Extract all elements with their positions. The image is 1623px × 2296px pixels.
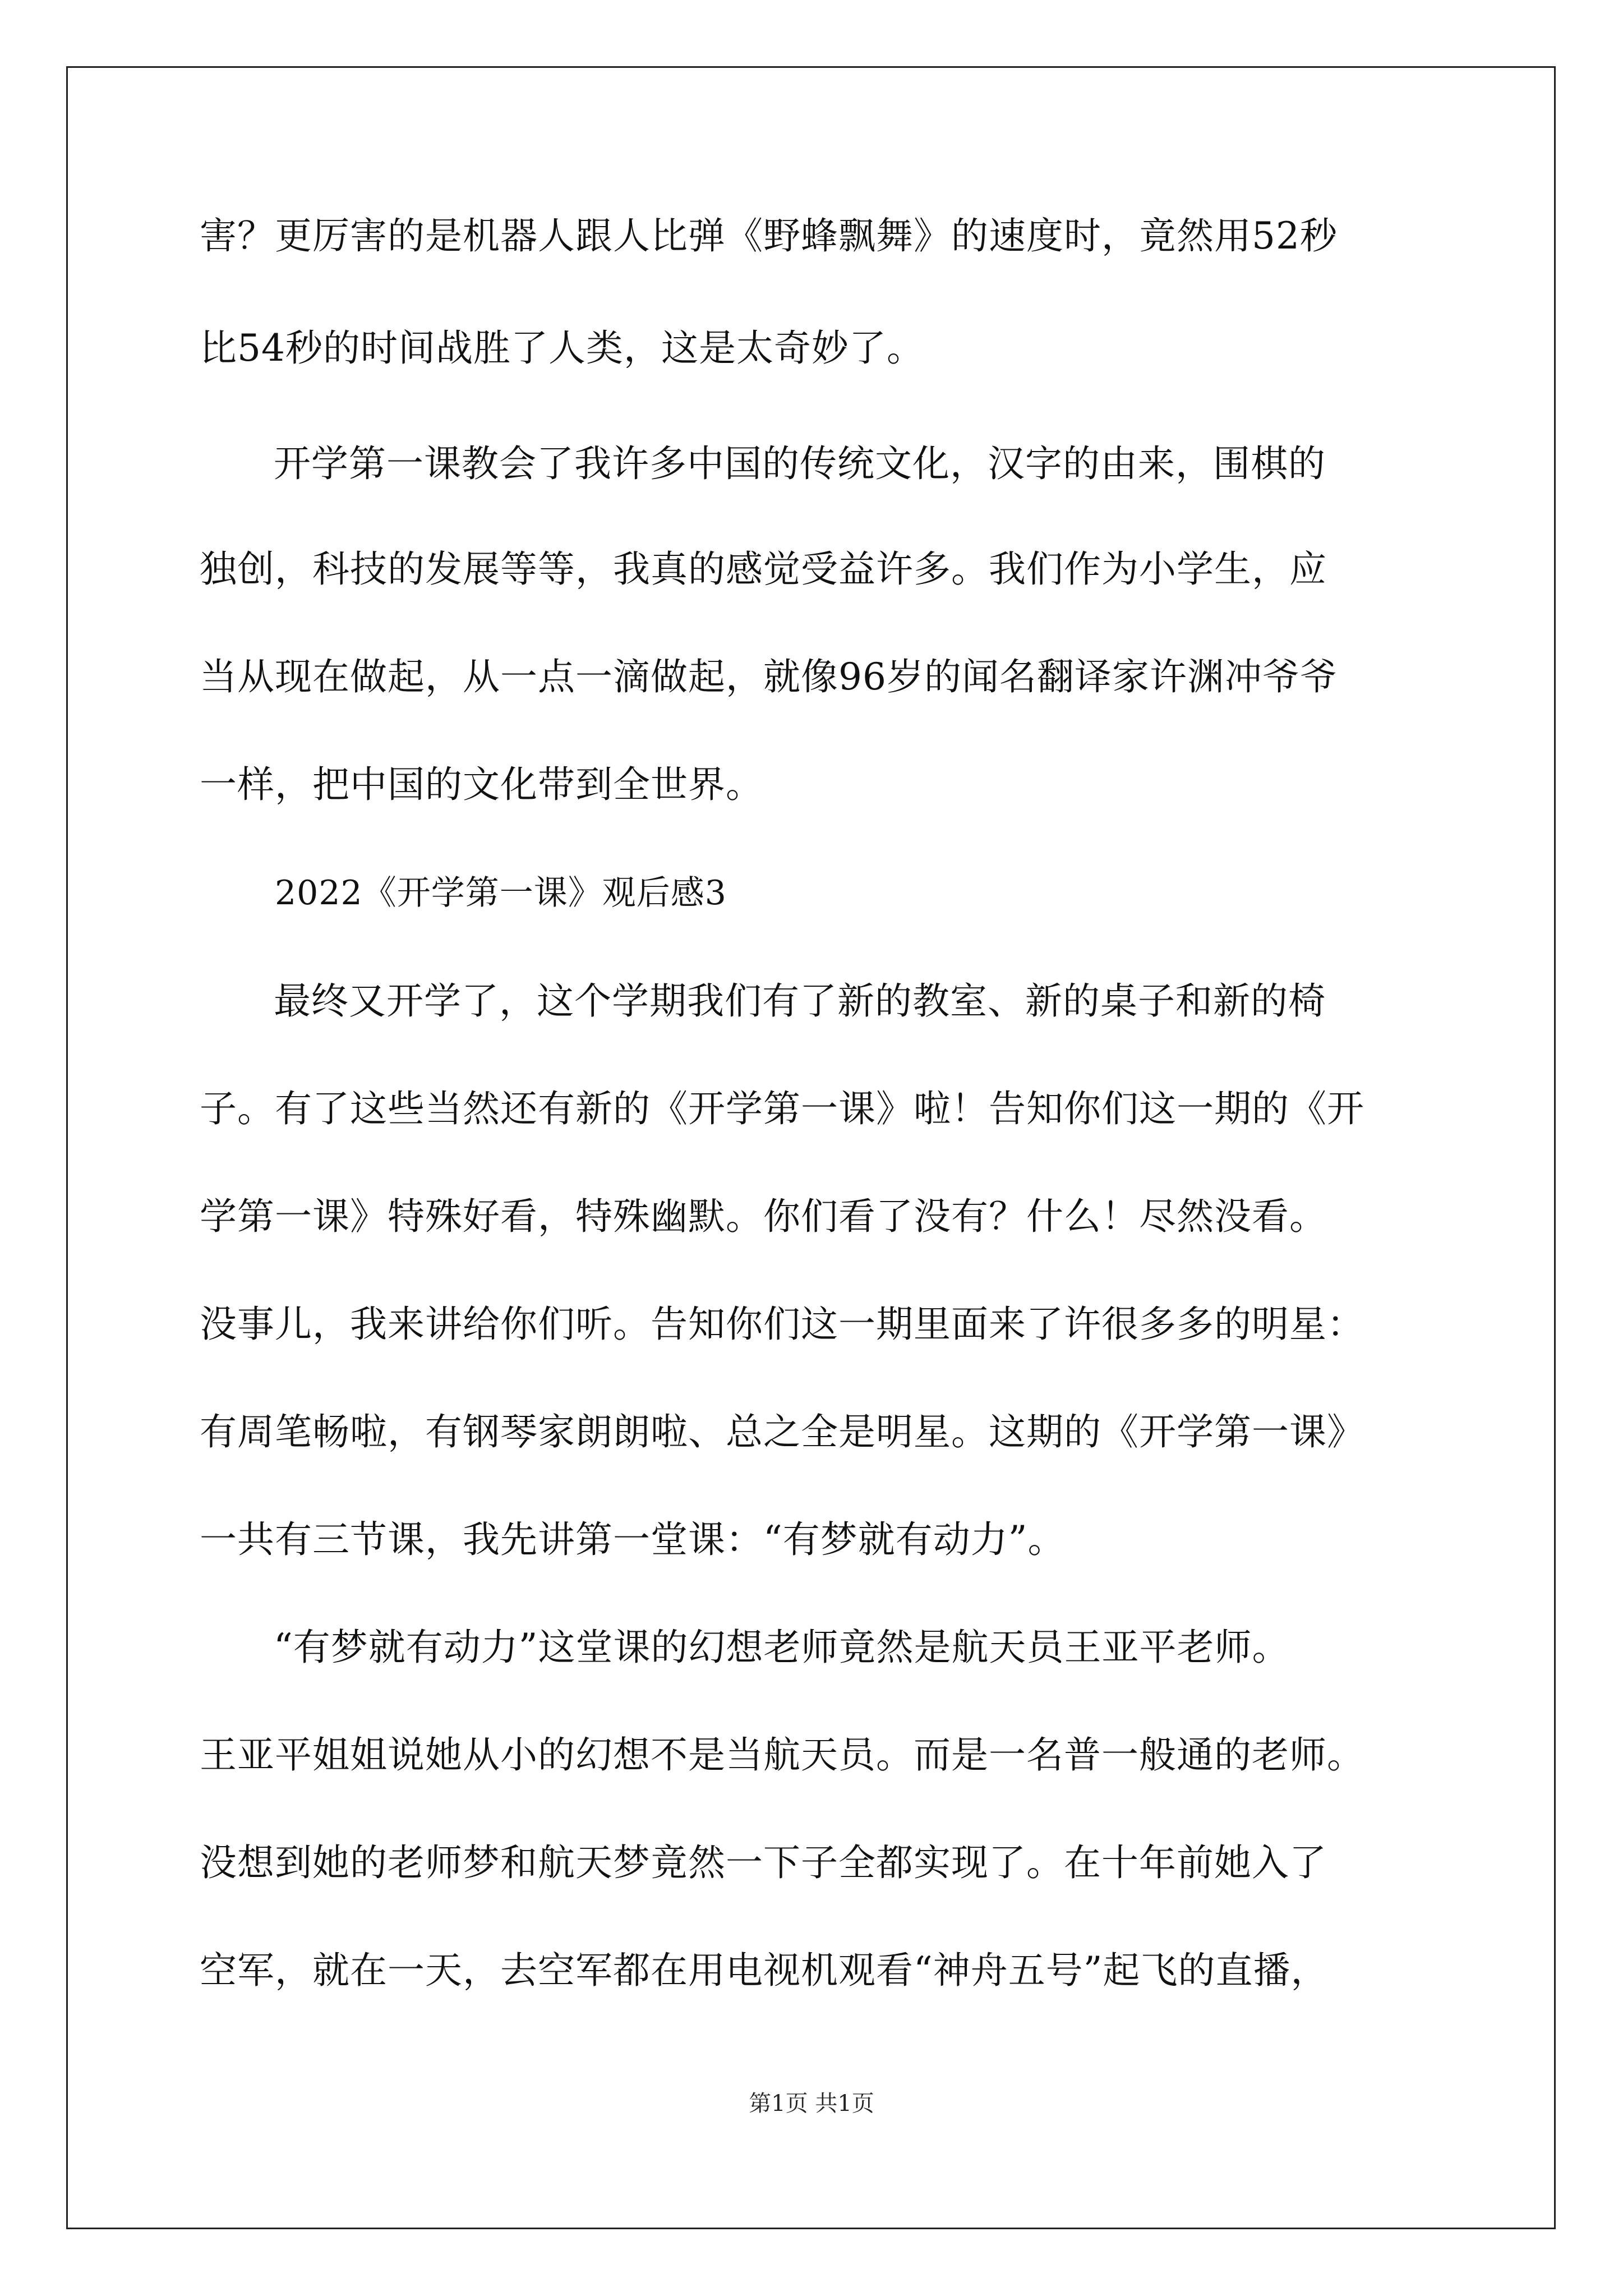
body-line-6: 一样，把中国的文化带到全世界。 [200, 763, 763, 806]
body-line-5: 当从现在做起，从一点一滴做起，就像96岁的闻名翻译家许渊冲爷爷 [200, 655, 1338, 698]
body-line-11: 没事儿，我来讲给你们听。告知你们这一期里面来了许很多多的明星： [200, 1303, 1364, 1346]
page-border [66, 66, 1556, 2229]
body-line-3: 开学第一课教会了我许多中国的传统文化，汉字的由来，围棋的 [274, 442, 1326, 485]
body-line-4: 独创，科技的发展等等，我真的感觉受益许多。我们作为小学生，应 [200, 547, 1327, 591]
section-heading: 2022《开学第一课》观后感3 [275, 873, 727, 913]
body-line-13: 一共有三节课，我先讲第一堂课：“有梦就有动力”。 [200, 1518, 1066, 1561]
body-line-2: 比54秒的时间战胜了人类，这是太奇妙了。 [200, 326, 924, 370]
body-line-1: 害？更厉害的是机器人跟人比弹《野蜂飘舞》的速度时，竟然用52秒 [200, 214, 1338, 257]
body-line-10: 学第一课》特殊好看，特殊幽默。你们看了没有？什么！尽然没看。 [200, 1195, 1327, 1238]
body-line-12: 有周笔畅啦，有钢琴家朗朗啦、总之全是明星。这期的《开学第一课》 [200, 1410, 1364, 1453]
page-footer: 第1页 共1页 [749, 2091, 874, 2116]
body-line-8: 最终又开学了，这个学期我们有了新的教室、新的桌子和新的椅 [274, 979, 1326, 1023]
body-line-9: 子。有了这些当然还有新的《开学第一课》啦！告知你们这一期的《开 [200, 1087, 1364, 1130]
body-line-15: 王亚平姐姐说她从小的幻想不是当航天员。而是一名普一般通的老师。 [200, 1733, 1364, 1777]
body-line-17: 空军，就在一天，去空军都在用电视机观看“神舟五号”起飞的直播， [200, 1949, 1329, 1992]
body-line-14: “有梦就有动力”这堂课的幻想老师竟然是航天员王亚平老师。 [274, 1626, 1290, 1669]
body-line-16: 没想到她的老师梦和航天梦竟然一下子全都实现了。在十年前她入了 [200, 1841, 1327, 1884]
